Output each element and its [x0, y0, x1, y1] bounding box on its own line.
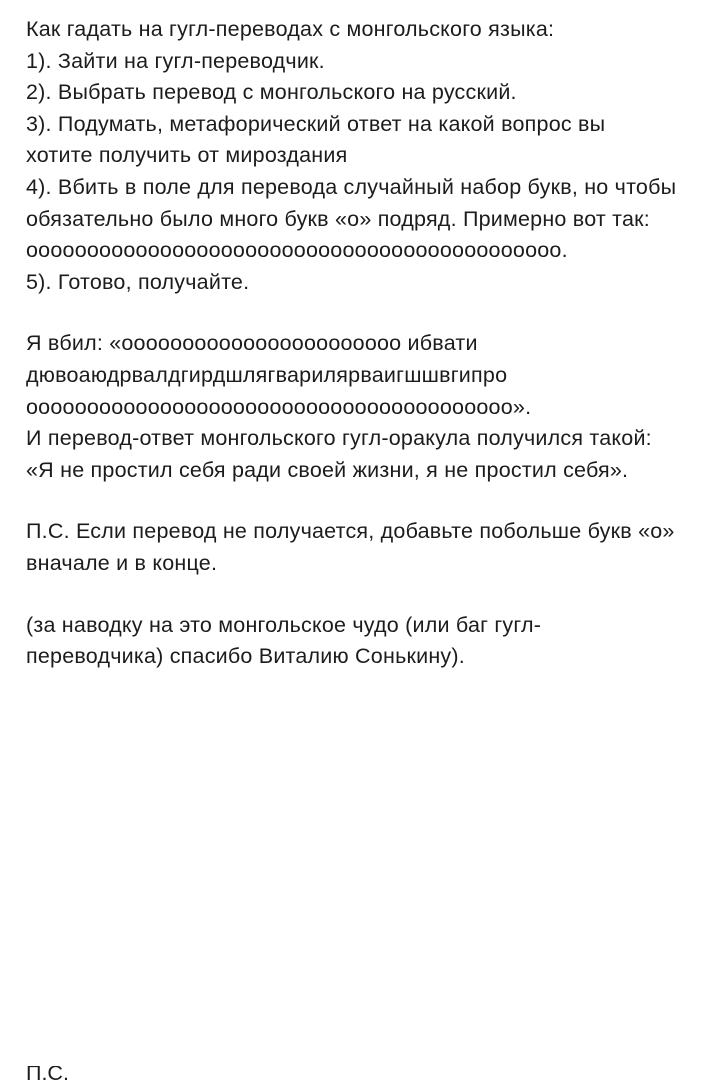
paragraph: Как гадать на гугл-переводах с монгольского языка: [26, 17, 555, 41]
cut-off-line: П.С. [26, 1066, 69, 1080]
paragraph: 4). Вбить в поле для перевода случайный набор букв, но чтобы обязательно было много букв «о» подряд. Примерно вот так: [26, 174, 683, 231]
post-text-body [26, 14, 683, 673]
paragraph: И перевод-ответ монгольского гугл-оракула получился такой: [26, 426, 652, 451]
paragraph: 3). Подумать, метафорический ответ на какой вопрос вы хотите получить от мироздания [26, 111, 612, 168]
paragraph: 2). Выбрать перевод с монгольского на русский. [26, 80, 517, 105]
paragraph-spacer [26, 486, 677, 516]
paragraph-credit: (за наводку на это монгольское чудо (или баг гугл-переводчика) спасибо Виталию Сонькину). [26, 612, 542, 669]
paragraph-spacer [26, 298, 677, 328]
paragraph-input-example: Я вбил: «ооооооооооооооооооооооо ибвати дювоаюдрвалдгирдшлягварилярваигшшвгипро оооооооооооооооооооооооооооооооооооооооо». [26, 331, 532, 419]
cut-off-text-strip [26, 1066, 677, 1080]
paragraph: 5). Готово, получайте. [26, 269, 250, 294]
paragraph-postscript: П.С. Если перевод не получается, добавьте побольше букв «о» вначале и в конце. [26, 519, 681, 575]
paragraph: 1). Зайти на гугл-переводчик. [26, 48, 325, 73]
paragraph-spacer [26, 580, 677, 610]
paragraph-translation-result: «Я не простил себя ради своей жизни, я не простил себя». [26, 457, 629, 482]
paragraph-o-string: оооооооооооооооооооооооооооооооооооооооооооо. [26, 238, 568, 263]
